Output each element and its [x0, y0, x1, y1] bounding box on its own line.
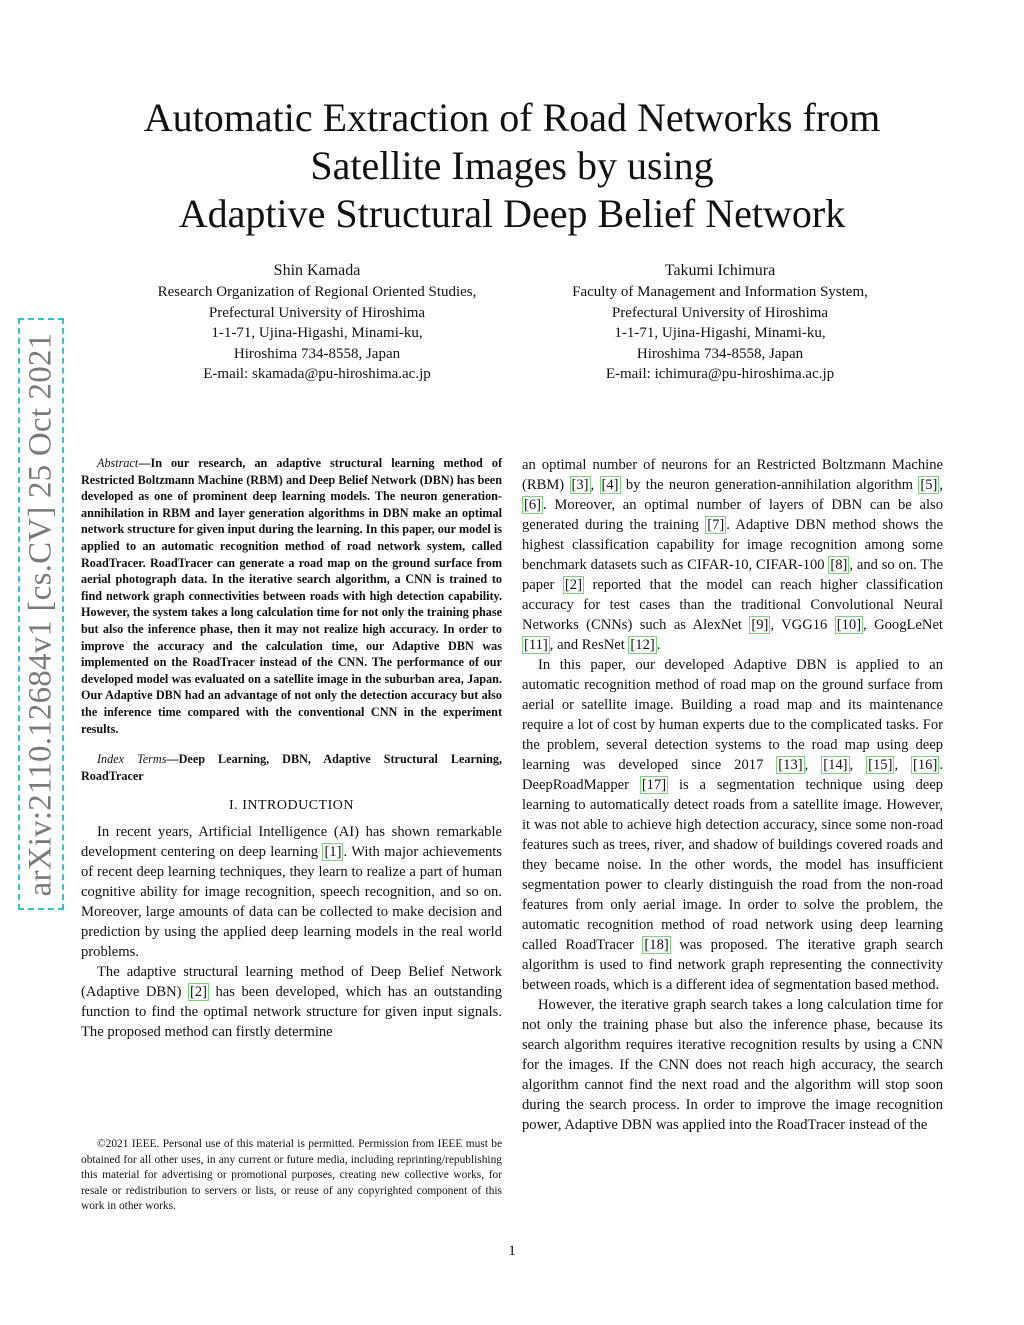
text-run: . — [656, 637, 661, 653]
text-run: The adaptive structural learning method of Deep Belief Network (Adaptive DBN) — [81, 964, 502, 1001]
intro-paragraph-4 — [522, 655, 943, 995]
citation-link[interactable]: [3] — [571, 477, 589, 493]
citation-link[interactable]: [16] — [913, 757, 938, 773]
text-run: . DeepRoadMapper — [522, 757, 943, 793]
author-address: 1-1-71, Ujina-Higashi, Minami-ku, — [211, 325, 423, 341]
text-run: , GoogLeNet — [863, 617, 943, 633]
section-title-rest: NTRODUCTION — [247, 798, 354, 814]
section-first-letter: I — [242, 798, 248, 814]
arxiv-identifier: arXiv:2110.12684v1 [cs.CV] 25 Oct 2021 — [22, 332, 59, 896]
abstract-label: Abstract — [97, 456, 139, 470]
intro-paragraph-3 — [522, 455, 943, 655]
title-line-3: Adaptive Structural Deep Belief Network — [178, 191, 846, 236]
citation-link[interactable]: [18] — [644, 937, 669, 953]
author-block-kamada — [117, 260, 517, 385]
author-block-ichimura — [520, 260, 920, 385]
citation-link[interactable]: [15] — [868, 757, 893, 773]
text-run: , — [849, 757, 867, 773]
abstract-text: In our research, an adaptive structural learning method of Restricted Boltzmann Machine (RBM) and Deep Belief Network (DBN) has been developed as one of prominent deep learning models. The neuron generation-annihilation in RBM and layer generation algorithms in DBN make an optimal network structure for given input during the learning. In this paper, our model is applied to an automatic recognition method of road network system, called RoadTracer. RoadTracer can generate a road map on the ground surface from aerial photograph data. In the iterative search algorithm, a CNN is trained to find network graph connectivities between roads with high detection capability. However, the system takes a long calculation time for not only the training phase but also the inference phase, then it may not realize high accuracy. In order to improve the accuracy and the calculation time, our Adaptive DBN was implemented on the RoadTracer instead of the CNN. The performance of our developed model was evaluated on a satellite image in the suburban area, Japan. Our Adaptive DBN had an advantage of not only the detection accuracy but also the inference time compared with the conventional CNN in the experiment results. — [81, 456, 502, 736]
text-run: , and ResNet — [549, 637, 629, 653]
author-address: 1-1-71, Ujina-Higashi, Minami-ku, — [614, 325, 826, 341]
citation-link[interactable]: [2] — [190, 984, 208, 1001]
author-university: Prefectural University of Hiroshima — [611, 304, 829, 321]
citation-link[interactable]: [14] — [823, 757, 848, 773]
intro-paragraph-2 — [81, 962, 502, 1042]
author-affiliation: Research Organization of Regional Oriented Studies, — [157, 284, 477, 300]
citation-link[interactable]: [5] — [920, 477, 938, 493]
author-name: Shin Kamada — [273, 262, 361, 279]
text-run: , — [894, 757, 912, 773]
text-run: , — [939, 477, 944, 493]
citation-link[interactable]: [13] — [778, 757, 803, 773]
title-line-1: Automatic Extraction of Road Networks from — [143, 95, 881, 140]
paper-title — [80, 94, 944, 238]
citation-link[interactable]: [2] — [564, 577, 582, 593]
citation-link[interactable]: [1] — [324, 844, 342, 861]
text-run: In this paper, our developed Adaptive DBN is applied to an automatic recognition method of road map on the ground surface from aerial or satellite image. Building a road map and its maintenance require a lot of cost by human experts due to the complicated tasks. For the problem, several detection systems to the road map using deep learning was developed since 2017 — [522, 657, 943, 773]
citation-link[interactable]: [9] — [751, 617, 769, 633]
text-run: , — [590, 477, 600, 493]
right-column — [522, 455, 943, 1135]
citation-link[interactable]: [11] — [524, 637, 548, 653]
author-affiliation: Faculty of Management and Information System, — [572, 284, 868, 300]
left-column — [81, 455, 502, 1042]
text-run: was proposed. The iterative graph search algorithm is used to find network graph representing the connectivity between roads, which is a different idea of segmentation based method. — [522, 937, 943, 993]
author-email: E-mail: skamada@pu-hiroshima.ac.jp — [203, 366, 431, 382]
author-name: Takumi Ichimura — [664, 262, 776, 279]
text-run: , — [804, 757, 822, 773]
text-run: an optimal number of neurons for an Restricted Boltzmann Machine (RBM) — [522, 457, 943, 493]
text-run: , VGG16 — [770, 617, 835, 633]
citation-link[interactable]: [17] — [641, 777, 667, 793]
citation-link[interactable]: [6] — [524, 497, 542, 513]
author-city: Hiroshima 734-8558, Japan — [636, 345, 804, 362]
index-terms-label: Index Terms — [97, 752, 167, 767]
index-terms — [81, 751, 502, 784]
copyright-notice: ©2021 IEEE. Personal use of this material is permitted. Permission from IEEE must be obtained for all other uses, in any current or future media, including reprinting/republishing this material for advertising or promotional purposes, creating new collective works, for resale or redistribution to servers or lists, or reuse of any copyrighted component of this work in other works. — [81, 1138, 502, 1213]
text-run: , and so on. The paper — [522, 557, 943, 593]
citation-link[interactable]: [7] — [707, 517, 725, 533]
citation-link[interactable]: [4] — [601, 477, 619, 493]
abstract — [81, 455, 502, 737]
text-run: . Adaptive DBN method shows the highest classification capability for image recognition among some benchmark datasets such as CIFAR-10, CIFAR-100 — [522, 517, 943, 573]
citation-link[interactable]: [12] — [630, 637, 655, 653]
intro-paragraph-1 — [81, 822, 502, 962]
author-university: Prefectural University of Hiroshima — [208, 304, 426, 321]
text-run: has been developed, which has an outstanding function to find the optimal network structure for given input signals. The proposed method can firstly determine — [81, 984, 503, 1041]
citation-link[interactable]: [10] — [836, 617, 862, 633]
section-heading-introduction — [81, 796, 502, 816]
text-run: . With major achievements of recent deep learning techniques, they learn to realize a part of human cognitive ability for image recognition, speech recognition, and so on. Moreover, large amounts of data can be collected to make decision and prediction by using the applied deep learning models in the real world problems. — [81, 844, 502, 961]
text-run: In recent years, Artificial Intelligence (AI) has shown remarkable development centering on deep learning — [81, 824, 502, 861]
text-run: . Moreover, an optimal number of layers of DBN can be also generated during the training — [522, 497, 943, 533]
arxiv-stamp — [18, 318, 64, 910]
abstract-dash: — — [138, 456, 151, 470]
section-numeral: I. — [229, 798, 243, 814]
text-run: is a segmentation technique using deep learning to automatically detect roads from a satellite image. However, it was not able to achieve high detection accuracy, since some non-road features such as trees, river, and shadow of buildings covered roads and they became noise. In the other words, the model has insufficient segmentation power to clearly distinguish the road from the non-road features from only aerial image. In order to solve the problem, the automatic recognition method of road network using deep learning called RoadTracer — [522, 777, 943, 953]
index-terms-text: Deep Learning, DBN, Adaptive Structural Learning, RoadTracer — [81, 752, 503, 783]
citation-link[interactable]: [8] — [830, 557, 848, 573]
author-email: E-mail: ichimura@pu-hiroshima.ac.jp — [605, 366, 835, 382]
title-line-2: Satellite Images by using — [310, 143, 714, 188]
intro-paragraph-5: However, the iterative graph search takes a long calculation time for not only the training phase but also the inference phase, because its search algorithm requires iterative recognition results by using a CNN for the images. If the CNN does not reach high accuracy, the search algorithm cannot find the next road and the algorithm will stop soon during the search process. In order to improve the image recognition power, Adaptive DBN was applied into the RoadTracer instead of the — [522, 997, 943, 1133]
page-number: 1 — [508, 1243, 516, 1259]
index-terms-dash: — — [166, 752, 179, 767]
text-run: by the neuron generation-annihilation algorithm — [620, 477, 919, 493]
text-run: reported that the model can reach higher classification accuracy for test cases than the traditional Convolutional Neural Networks (CNNs) such as AlexNet — [522, 577, 943, 633]
author-city: Hiroshima 734-8558, Japan — [233, 345, 401, 362]
